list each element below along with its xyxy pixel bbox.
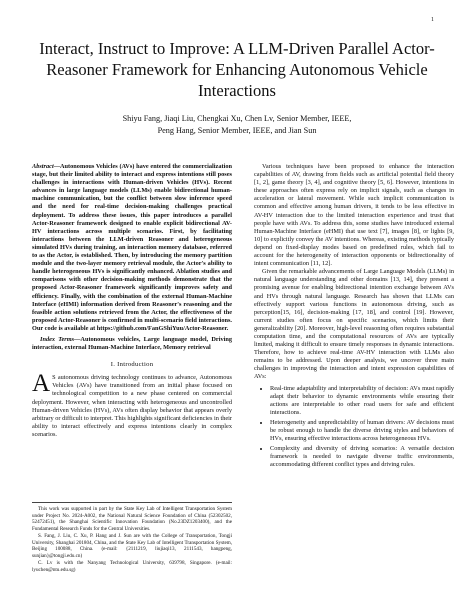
abstract-label: Abstract: [32, 163, 54, 170]
paper-title: Interact, Instruct to Improve: A LLM-Driven Parallel Actor-Reasoner Framework for Enhancing Autonomous Vehicle Interactions: [39, 39, 435, 100]
body-paragraph-1: Various techniques have been proposed to enhance the interaction capabilities of AV, drawing from fields such as artificial potential field theory [1, 2], game theory [3, 4], and cognitive theory [5, 6]. However, intentions in these approaches often express rely on implicit signals, such as changes in acceleration or lateral movement. While such implicit communication is common and effective among human drivers, it tends to be less effective in AV-HV interaction due to the limited interaction experience and trust that people have with AVs. To address this, some studies have introduced external Human-Machine Interface (eHMI) that use text [7], images [8], or lights [9, 10] to explicitly convey the AV intentions. Whereas, existing methods typically depend on fixed-display modes based on predefined rules, which fail to account for the heterogeneity of interaction opponents or bidirectionality of intent communication [11, 12].: [254, 163, 454, 268]
abstract: [32, 163, 232, 333]
intro-paragraph: [32, 370, 232, 439]
right-column: [254, 163, 454, 471]
footnote-funding: This work was supported in part by the State Key Lab of Intelligent Transportation System under Project No. 2024-A002, the National Natural Science Foundation of China (52302502, 52472451), the Shanghai Scientific Innovation Foundation (No.23DZ1203400), and the Fundamental Research Funds for the Central Universities.: [32, 506, 232, 532]
left-column: [32, 163, 232, 439]
page-number: 1: [431, 17, 434, 23]
footnotes: [32, 502, 232, 574]
footnote-affiliation-2: C. Lv is with the Nanyang Technological University, 639798, Singapore. (e-mail: lyuchen@ntu.edu.sg): [32, 560, 232, 573]
drop-cap: A: [32, 370, 51, 398]
section-heading: I. Introduction: [110, 361, 154, 369]
challenge-item-3: • Complexity and diversity of driving scenarios: A versatile decision framework is needed to navigate diverse traffic environments, accommodating different conflict types and driving rules.: [270, 445, 454, 469]
footnote-affiliation-1: S. Fang, J. Liu, C. Xu, P. Hang and J. Sun are with the College of Transportation, Tongji University, Shanghai 201804, China, and the State Key Lab of Intelligent Transportation System, Beijing 100088, China. (e-mail: {2111219, liujiaqi13, 2111543, hangpeng, sunjian}@tongji.edu.cn): [32, 533, 232, 559]
abstract-text: —Autonomous Vehicles (AVs) have entered the commercialization stage, but their limited ability to interact and express intentions still poses challenges in interactions with Human-driven Vehicles (HVs). Recent advances in large language models (LLMs) enable bidirectional human-machine communication, but the conflict between slow inference speed and the need for real-time decision-making challenges practical deployment. To address these issues, this paper introduces a parallel Actor-Reasoner framework designed to enable explicit bidirectional AV-HV interactions across multiple scenarios. First, by facilitating interactions between the LLM-driven Reasoner and heterogeneous simulated HVs during training, an interaction memory database, referred to as the Actor, is established. Then, by introducing the memory partition module and the two-layer memory retrieval module, the Actor's ability to handle heterogeneous HVs is significantly enhanced. Ablation studies and comparisons with other decision-making methods demonstrate that the proposed Actor-Reasoner framework significantly improves safety and efficiency. Finally, with the combination of the external Human-Machine Interface (eHMI) information derived from Reasoner's reasoning and the feasible action solutions retrieved from the Actor, the effectiveness of the proposed Actor-Reasoner is confirmed in multi-scenario field interactions. Our code is available at https://github.com/FanGShiYuu/Actor-Reasoner.: [32, 163, 232, 332]
index-terms-label: Index Terms: [40, 335, 75, 343]
author-list: [30, 113, 444, 136]
index-terms-text: —Autonomous vehicles, Large language model, Driving interaction, external Human-Machine Interface, Memory retrieval: [32, 335, 233, 352]
challenge-item-1: • Real-time adaptability and interpretability of decision: AVs must rapidly adapt their behavior to dynamic environments while ensuring their actions are interpretable to other road users for safe and efficient interactions.: [270, 385, 454, 417]
authors-line-1: Shiyu Fang, Jiaqi Liu, Chengkai Xu, Chen Lv, Senior Member, IEEE,: [122, 114, 352, 123]
intro-text: S autonomous driving technology continues to advance, Autonomous Vehicles (AVs) have transitioned from an initial phase focused on technological competition to a new phase centered on commercial deployment. However, when interacting with heterogeneous and uncontrolled Human-driven Vehicles (HVs), AVs often display behavior that appears overly arbitrary or difficult to interpret. This highlights significant deficiencies in their ability to interact effectively and express intentions clearly in complex scenarios.: [32, 374, 232, 438]
body-paragraph-2: Given the remarkable advancements of Large Language Models (LLMs) in natural language understanding and other domains [13, 14], they present a promising avenue for enabling bidirectional intention exchange between AVs and HVs through natural language. Research has shown that LLMs can effectively support various functions in autonomous driving, such as perception[15, 16], decision-making [17, 18], and control [19]. However, current studies often focus on specific scenarios, which limits their generalizability [20]. Moreover, high-level reasoning often requires substantial computation time, and the computational resources of AVs are typically limited, making it difficult to ensure timely responses in dynamic interactions. Therefore, how to achieve real-time AV-HV interaction with LLMs also remains to be addressed. Upon deeper analysis, we uncover three main challenges in improving the interaction and intent expression capabilities of AVs:: [254, 268, 454, 381]
authors-line-2: Peng Hang, Senior Member, IEEE, and Jian Sun: [157, 125, 317, 135]
challenge-item-2: • Heterogeneity and unpredictability of human drivers: AV decisions must be robust enough to handle the diverse driving styles and behaviors of HVs, ensuring effective interactions across heterogeneous HVs.: [270, 419, 454, 443]
index-terms: [32, 336, 232, 352]
challenge-list: [254, 385, 454, 470]
